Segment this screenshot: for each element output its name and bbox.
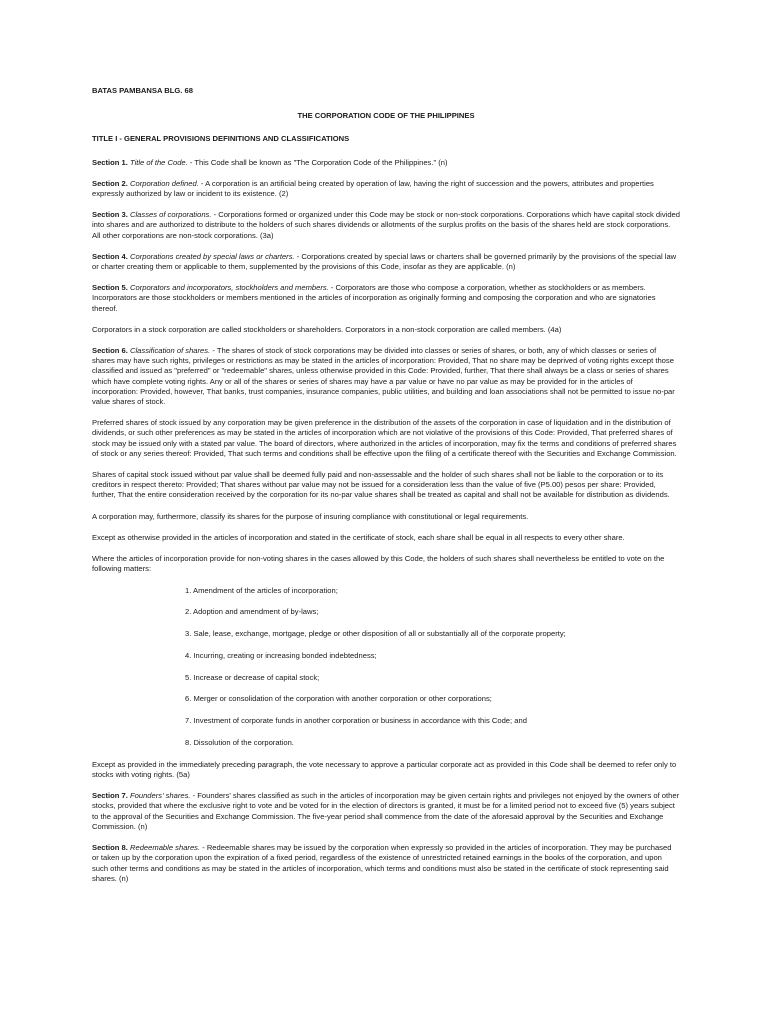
paragraph-non-voting: Where the articles of incorporation provide for non-voting shares in the cases allowed by this Code, the holders of such shares shall nevertheless be entitled to vote on the following matters:: [92, 554, 665, 574]
paragraph-corporators: Corporators in a stock corporation are called stockholders or shareholders. Corporators in a non-stock corporation are called members. (4a): [92, 324, 562, 334]
list-item: 1. Amendment of the articles of incorporation;: [185, 585, 338, 595]
section-number: Section 7.: [92, 791, 128, 801]
list-item: 7. Investment of corporate funds in another corporation or business in accordance with this Code; and: [185, 716, 527, 726]
paragraph-equal-shares: Except as otherwise provided in the articles of incorporation and stated in the certificate of stock, each share shall be equal in all respects to every other share.: [92, 532, 625, 542]
section-1: [92, 158, 680, 168]
section-body: - A corporation is an artificial being created by operation of law, having the right of succession and the powers, attributes and properties expressly authorized by law or incident to its existence. (2): [92, 178, 654, 199]
section-number: Section 1.: [92, 157, 128, 167]
section-4: [92, 252, 680, 272]
paragraph-preferred-shares: Preferred shares of stock issued by any corporation may be given preference in the distribution of the assets of the corporation in case of liquidation and in the distribution of dividends, or such other preferences as may be stated in the articles of incorporation which are not violative of the provisions of this Code: Provided, That preferred shares of stock may be issued only with a stated par value. The board of directors, where authorized in the articles of incorporation, may fix the terms and conditions of preferred shares of stock or any series thereof: Provided, That such terms and conditions shall be effective upon the filing of a certificate thereof with the Securities and Exchange Commission.: [92, 418, 677, 458]
list-item: 5. Increase or decrease of capital stock;: [185, 672, 320, 682]
section-3: [92, 210, 680, 241]
section-heading: Corporators and incorporators, stockholders and members.: [130, 283, 329, 293]
section-body: - Corporations formed or organized under this Code may be stock or non-stock corporations. Corporations which have capital stock divided into shares and are authorized to distribute to the holders of such shares dividends or allotments of the surplus profits on the basis of the shares held are stock corporations. All other corporations are non-stock corporations. (3a): [92, 210, 680, 240]
section-heading: Title of the Code.: [130, 157, 188, 167]
paragraph-classify: A corporation may, furthermore, classify its shares for the purpose of insuring compliance with constitutional or legal requirements.: [92, 511, 529, 521]
section-number: Section 6.: [92, 346, 128, 356]
section-body: - This Code shall be known as "The Corporation Code of the Philippines." (n): [187, 157, 448, 167]
document-header: BATAS PAMBANSA BLG. 68: [92, 86, 193, 95]
section-number: Section 5.: [92, 283, 128, 293]
section-5: [92, 283, 680, 314]
list-item: 4. Incurring, creating or increasing bonded indebtedness;: [185, 650, 377, 660]
section-2: [92, 179, 680, 199]
section-body: - Corporators are those who compose a corporation, whether as stockholders or as members. Incorporators are those stockholders or members mentioned in the articles of incorporation as originally forming and composing the corporation and who are signatories thereof.: [92, 283, 656, 313]
section-heading: Corporations created by special laws or charters.: [130, 251, 295, 261]
title-heading: TITLE I - GENERAL PROVISIONS DEFINITIONS AND CLASSIFICATIONS: [92, 134, 350, 144]
document-page: [92, 86, 680, 895]
section-body: - Founders' shares classified as such in the articles of incorporation may be given certain rights and privileges not enjoyed by the owners of other stocks, provided that where the exclusive right to vote and be voted for in the election of directors is granted, it must be for a limited period not to exceed five (5) years subject to the approval of the Securities and Exchange Commission. The five-year period shall commence from the date of the aforesaid approval by the Securities and Exchange Commission. (n): [92, 791, 680, 831]
section-heading: Classification of shares.: [130, 346, 211, 356]
section-8: [92, 843, 680, 884]
section-heading: Founders' shares.: [130, 791, 191, 801]
list-item: 8. Dissolution of the corporation.: [185, 738, 294, 748]
document-title: THE CORPORATION CODE OF THE PHILIPPINES: [297, 111, 475, 121]
section-number: Section 3.: [92, 210, 128, 220]
section-body: - Corporations created by special laws or charters shall be governed primarily by the provisions of the special law or charter creating them or applicable to them, supplemented by the provisions of this Code, insofar as they are applicable. (n): [92, 251, 677, 272]
list-item: 3. Sale, lease, exchange, mortgage, pledge or other disposition of all or substantially all of the corporate property;: [185, 629, 566, 639]
section-number: Section 8.: [92, 843, 128, 853]
matters-list: [92, 586, 680, 749]
list-item: 6. Merger or consolidation of the corporation with another corporation or other corporations;: [185, 694, 492, 704]
section-body: - Redeemable shares may be issued by the corporation when expressly so provided in the articles of incorporation. They may be purchased or taken up by the corporation upon the expiration of a fixed period, regardless of the existence of unrestricted retained earnings in the books of the corporation, and upon such other terms and conditions as may be stated in the articles of incorporation, which terms and conditions must also be stated in the certificate of stock representing said shares. (n): [92, 843, 672, 883]
paragraph-no-par-shares: Shares of capital stock issued without par value shall be deemed fully paid and non-assessable and the holder of such shares shall not be liable to the corporation or to its creditors in respect thereto: Provided; That shares without par value may not be issued for a consideration less than the value of five (P5.00) pesos per share: Provided, further, That the entire consideration received by the corporation for its no-par value shares shall be treated as capital and shall not be available for distribution as dividends.: [92, 470, 670, 500]
section-heading: Corporation defined.: [130, 178, 199, 188]
list-item: 2. Adoption and amendment of by-laws;: [185, 607, 319, 617]
section-heading: Classes of corporations.: [130, 210, 212, 220]
section-body: - The shares of stock of stock corporations may be divided into classes or series of shares, or both, any of which classes or series of shares may have such rights, privileges or restrictions as may be stated in the articles of incorporation: Provided, That no share may be deprived of voting rights except those classified and issued as "preferred" or "redeemable" shares, unless otherwise provided in this Code: Provided, further, That there shall always be a class or series of shares which have complete voting rights. Any or all of the shares or series of shares may have a par value or have no par value as may be provided for in the articles of incorporation: Provided, however, That banks, trust companies, insurance companies, public utilities, and building and loan associations shall not be permitted to issue no-par value shares of stock.: [92, 346, 675, 407]
paragraph-except: Except as provided in the immediately preceding paragraph, the vote necessary to approve a particular corporate act as provided in this Code shall be deemed to refer only to stocks with voting rights. (5a): [92, 759, 677, 780]
section-number: Section 4.: [92, 251, 128, 261]
section-number: Section 2.: [92, 178, 128, 188]
section-heading: Redeemable shares.: [130, 843, 201, 853]
section-6: [92, 346, 680, 407]
section-7: [92, 791, 680, 832]
